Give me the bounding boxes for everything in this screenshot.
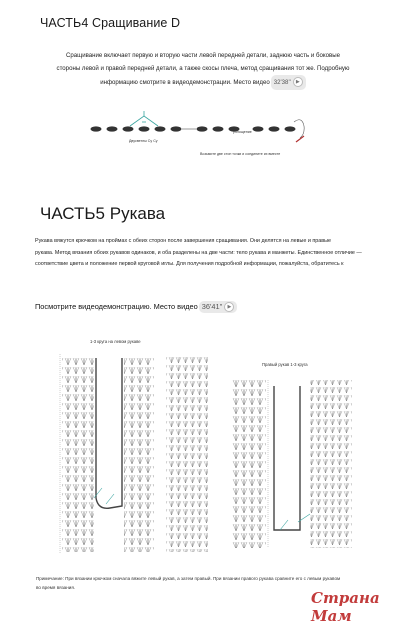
- video-time-badge-2[interactable]: [199, 301, 238, 313]
- part5-paragraph: [35, 236, 395, 271]
- part5-title: ЧАСТЬ5 Рукава: [40, 204, 166, 223]
- diagram-label-left: Двусветлы Су Су: [129, 139, 158, 143]
- part5-line-3: соответствие цвета и положение первой круговой иглы. Для получения подробной информации, пожалуйста, обратитесь к: [35, 261, 344, 267]
- right-chart-label: Правый рукав 1-3 круга: [262, 362, 308, 367]
- video-time-text: 32'38'': [273, 79, 291, 86]
- video-time-badge[interactable]: [271, 75, 306, 90]
- joining-diagram: [90, 108, 330, 156]
- part4-line-3-text: информацию смотрите в видеодемонстрации. Место видео: [100, 79, 270, 86]
- play-arrow-icon-2: ▶: [224, 302, 234, 312]
- part5-note-line-1: Примечание: При вязании крючком сначала вяжите левый рукав, а затем правый. При вязании правого рукава сравните его с левым рукавом: [36, 576, 341, 581]
- video-time-text-2: 36'41'': [201, 302, 223, 311]
- right-sleeve-chart: [224, 370, 360, 550]
- diagram-bottom-note: Возьмите две стон точки и соедините их вместе: [200, 152, 281, 156]
- part5-note-line-2: во время вязания.: [36, 585, 76, 590]
- part5-video-text: Посмотрите видеодемонстрацию. Место видео: [35, 302, 198, 311]
- site-watermark: Страна Мам: [311, 589, 380, 625]
- left-chart-label: 1-3 круга на левом рукаве: [90, 339, 141, 344]
- part5-line-1: Рукава вяжутся крючком на проймах с обеих сторон после завершения сращивания. Они делятся на левые и правые: [35, 238, 331, 244]
- part4-title: ЧАСТЬ4 Сращивание D: [40, 16, 181, 30]
- part4-line-2: стороны левой и правой передней детали, а также скосы плеча, метод сращивания тот же. Подробную: [56, 65, 350, 72]
- part5-line-2: рукава. Метод вязания обоих рукавов одинаков, и оба разделены на две части: тело рукава и манжеты. Единственное отличие —: [35, 249, 362, 256]
- part5-video-line: [35, 301, 237, 313]
- part4-paragraph: [20, 49, 386, 90]
- part4-line-3: [20, 75, 386, 90]
- part4-line-1: Сращивание включает первую и вторую части левой передней детали, заднюю часть и боковые: [66, 52, 340, 59]
- diagram-label-right: уплощение: [233, 130, 252, 134]
- play-arrow-icon: ▶: [293, 77, 303, 87]
- left-sleeve-chart: [56, 348, 220, 560]
